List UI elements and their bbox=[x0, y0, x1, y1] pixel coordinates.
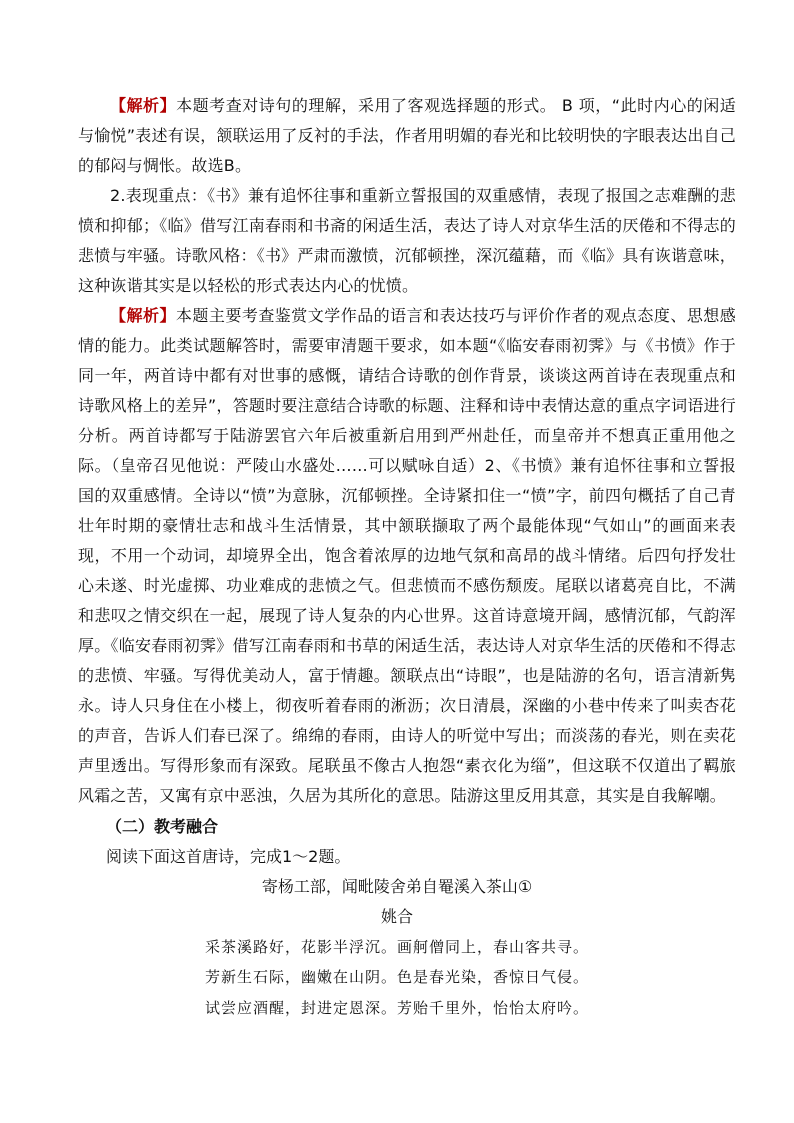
section-intro: 阅读下面这首唐诗，完成1～2题。 bbox=[106, 847, 351, 866]
poem-line: 采茶溪路好，花影半浮沉。画舸僧同上，春山客共寻。 bbox=[204, 938, 589, 956]
analysis-text: 本题主要考查鉴赏文学作品的语言和表达技巧与评价作者的观点态度、思想感情的能力。此类试题解答时，需要审清题干要求，如本题“《临安春雨初霁》与《书愤》作于同一年，两首诗中都有对世事的感慨，请结合诗歌的创作背景，谈谈这两首诗在表现重点和诗歌风格上的差异”，答题时要注意结合诗歌的标题、注释和诗中表情达意的重点字词语进行分析。两首诗都写于陆游罢官六年后被重新启用到严州赴任，而皇帝并不想真正重用他之际。（皇帝召见他说：严陵山水盛处……可以赋咏自适）2、《书愤》兼有追怀往事和立誓报国的双重感情。全诗以“愤”为意脉，沉郁顿挫。全诗紧扣住一“愤”字，前四句概括了自己青壮年时期的豪情壮志和战斗生活情景，其中颔联撷取了两个最能体现“气如山”的画面来表现，不用一个动词，却境界全出，饱含着浓厚的边地气氛和高昂的战斗情绪。后四句抒发壮心未遂、时光虚掷、功业难成的悲愤之气。但悲愤而不感伤颓废。尾联以诸葛亮自比，不满和悲叹之情交织在一起，展现了诗人复杂的内心世界。这首诗意境开阔，感情沉郁，气韵浑厚。《临安春雨初霁》借写江南春雨和书草的闲适生活，表达诗人对京华生活的厌倦和不得志的悲愤、牢骚。写得优美动人，富于情趣。颔联点出“诗眼”，也是陆游的名句，语言清新隽永。诗人只身住在小楼上，彻夜听着春雨的淅沥；次日清晨，深幽的小巷中传来了叫卖杏花的声音，告诉人们春已深了。绵绵的春雨，由诗人的听觉中写出；而淡荡的春光，则在卖花声里透出。写得形象而有深致。尾联虽不像古人抱怨“素衣化为缁”，但这联不仅道出了羁旅风霜之苦，又寓有京中恶浊，久居为其所化的意思。陆游这里反用其意，其实是自我解嘲。 bbox=[78, 306, 736, 805]
poem-line: 试尝应酒醒，封进定恩深。芳贻千里外，怡怡太府吟。 bbox=[204, 999, 589, 1017]
analysis-tag: 【解析】 bbox=[110, 306, 176, 325]
poem-author: 姚合 bbox=[380, 907, 413, 926]
analysis-tag: 【解析】 bbox=[110, 96, 177, 115]
answer-paragraph-2: 2.表现重点：《书》兼有追怀往事和重新立誓报国的双重感情，表现了报国之志难酬的悲愤和抑郁；《临》借写江南春雨和书斋的闲适生活，表达了诗人对京华生活的厌倦和不得志的悲愤与牢骚。诗歌风格：《书》严肃而激愤，沉郁顿挫，深沉蕴藉，而《临》具有诙谐意味，这种诙谐其实是以轻松的形式表达内心的忧愤。 bbox=[78, 186, 736, 295]
poem-line: 芳新生石际，幽嫩在山阴。色是春光染，香惊日气侵。 bbox=[204, 968, 589, 986]
analysis-paragraph-1 bbox=[78, 91, 736, 181]
poem-title: 寄杨工部，闻毗陵舍弟自罨溪入茶山① bbox=[261, 877, 533, 896]
section-heading: （二）教考融合 bbox=[106, 817, 219, 836]
analysis-text: 本题考查对诗句的理解，采用了客观选择题的形式。 B 项，“此时内心的闲适与愉悦”表述有误，颔联运用了反衬的手法，作者用明媚的春光和比较明快的字眼表达出自己的郁闷与惆怅。故选B。 bbox=[78, 96, 736, 175]
analysis-paragraph-2 bbox=[78, 301, 736, 811]
